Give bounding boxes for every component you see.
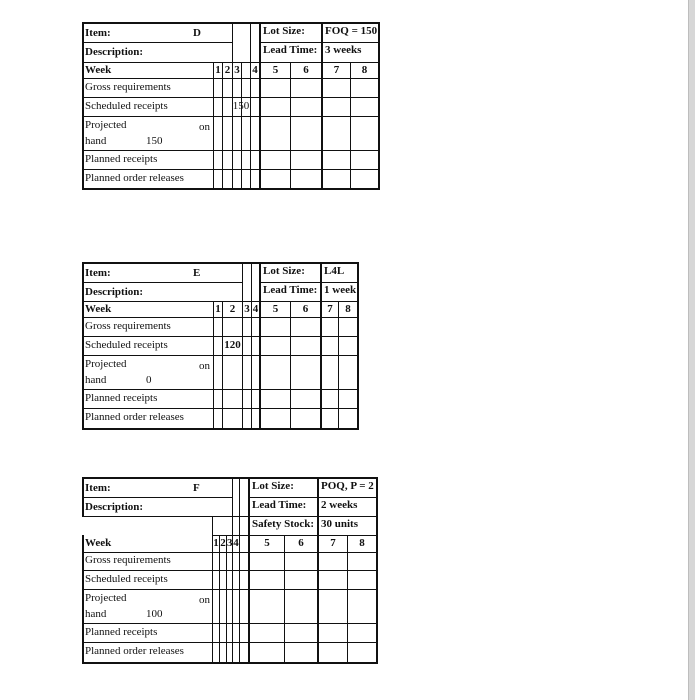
row-label-on: on [199, 360, 210, 372]
grid-line [249, 497, 378, 498]
page-edge [689, 0, 695, 700]
week-number: 4 [252, 64, 258, 76]
week-number: 5 [264, 537, 270, 549]
row-label-on: on [199, 594, 210, 606]
grid-line [82, 262, 84, 430]
grid-line [82, 408, 359, 409]
grid-line [82, 188, 380, 190]
on-hand-value: 150 [146, 135, 163, 147]
week-number: 1 [215, 64, 221, 76]
grid-line [82, 623, 378, 624]
row-label-gross-requirements: Gross requirements [85, 320, 171, 332]
item-label: Item: [85, 482, 111, 494]
grid-line [378, 22, 380, 190]
lot-size-value: FOQ = 150 [325, 25, 378, 37]
row-label-scheduled-receipts: Scheduled receipts [85, 100, 168, 112]
week-number: 1 [213, 537, 219, 549]
grid-line [82, 62, 380, 63]
week-label: Week [85, 64, 112, 76]
grid-line [219, 535, 220, 664]
lot-size-label: Lot Size: [263, 25, 305, 37]
grid-line [82, 169, 380, 170]
grid-line [259, 22, 261, 190]
week-number: 1 [215, 303, 221, 315]
scheduled-receipt-value: 150 [232, 100, 250, 112]
row-label-projected: Projected [85, 592, 127, 604]
row-label-gross-requirements: Gross requirements [85, 554, 171, 566]
on-hand-value: 100 [146, 608, 163, 620]
grid-line [82, 42, 233, 43]
description-label: Description: [85, 501, 144, 513]
lead-time-label: Lead Time: [263, 284, 318, 296]
row-label-projected: Projected [85, 358, 127, 370]
week-number: 4 [233, 537, 239, 549]
grid-line [82, 355, 359, 356]
grid-line [82, 552, 378, 553]
grid-line [357, 262, 359, 430]
grid-line [82, 78, 380, 79]
grid-line [376, 477, 378, 664]
week-number: 3 [227, 537, 233, 549]
safety-stock-label: Safety Stock: [252, 518, 315, 530]
grid-line [82, 317, 359, 318]
grid-line [213, 62, 214, 190]
week-number: 2 [229, 303, 236, 315]
week-number: 6 [303, 64, 309, 76]
grid-line [347, 535, 348, 664]
week-number: 3 [234, 64, 240, 76]
grid-line [82, 150, 380, 151]
week-number: 4 [252, 303, 259, 315]
grid-line [260, 282, 359, 283]
row-label-on: on [199, 121, 210, 133]
item-label: Item: [85, 267, 111, 279]
grid-line [259, 262, 261, 430]
grid-line [290, 62, 291, 190]
description-label: Description: [85, 46, 144, 58]
week-number: 8 [361, 64, 368, 76]
grid-line [82, 22, 84, 190]
lot-size-label: Lot Size: [263, 265, 305, 277]
week-number: 5 [272, 64, 279, 76]
week-number: 8 [359, 537, 365, 549]
grid-line [82, 570, 378, 571]
lead-time-label: Lead Time: [263, 44, 318, 56]
grid-line [82, 22, 380, 24]
grid-line [320, 262, 322, 430]
week-number: 2 [220, 537, 226, 549]
row-label-hand: hand [85, 608, 107, 620]
grid-line [317, 477, 319, 664]
grid-line [82, 516, 378, 517]
grid-line [242, 262, 243, 430]
item-label: Item: [85, 27, 111, 39]
week-number: 7 [333, 64, 340, 76]
grid-line [82, 336, 359, 337]
description-label: Description: [85, 286, 144, 298]
grid-line [82, 428, 359, 430]
grid-line [321, 22, 323, 190]
lead-time-value: 2 weeks [321, 499, 358, 511]
grid-line [82, 262, 359, 264]
week-label: Week [85, 303, 112, 315]
grid-line [290, 301, 291, 430]
grid-line [232, 477, 233, 664]
grid-line [260, 42, 380, 43]
lot-size-label: Lot Size: [252, 480, 294, 492]
lead-time-value: 1 week [324, 284, 357, 296]
lot-size-value: L4L [324, 265, 345, 277]
lead-time-label: Lead Time: [252, 499, 307, 511]
row-label-planned-receipts: Planned receipts [85, 392, 158, 404]
grid-line [250, 22, 251, 190]
lot-size-value: POQ, P = 2 [321, 480, 374, 492]
item-value: F [193, 482, 200, 494]
week-number: 2 [224, 64, 231, 76]
row-label-planned-order-releases: Planned order releases [85, 645, 184, 657]
grid-line [284, 535, 285, 664]
row-label-planned-receipts: Planned receipts [85, 153, 158, 165]
grid-line [82, 497, 233, 498]
week-number: 6 [302, 303, 309, 315]
on-hand-value: 0 [146, 374, 152, 386]
week-number: 7 [327, 303, 333, 315]
scheduled-receipt-value: 120 [224, 339, 241, 351]
grid-line [82, 642, 378, 643]
grid-line [222, 301, 223, 430]
row-label-planned-order-releases: Planned order releases [85, 172, 184, 184]
grid-line [338, 301, 339, 430]
row-label-scheduled-receipts: Scheduled receipts [85, 339, 168, 351]
mrp-table-item-f [82, 477, 378, 664]
grid-line [82, 477, 84, 516]
grid-line [350, 62, 351, 190]
grid-line [82, 535, 84, 664]
safety-stock-value: 30 units [321, 518, 358, 530]
week-number: 3 [244, 303, 250, 315]
row-label-scheduled-receipts: Scheduled receipts [85, 573, 168, 585]
grid-line [213, 301, 214, 430]
row-label-gross-requirements: Gross requirements [85, 81, 171, 93]
grid-line [82, 282, 243, 283]
row-label-hand: hand [85, 374, 107, 386]
week-number: 7 [330, 537, 336, 549]
grid-line [212, 535, 378, 536]
week-number: 6 [298, 537, 304, 549]
grid-line [82, 662, 378, 664]
grid-line [251, 262, 252, 430]
grid-line [226, 535, 227, 664]
grid-line [248, 477, 250, 664]
item-value: D [193, 27, 201, 39]
row-label-planned-receipts: Planned receipts [85, 626, 158, 638]
grid-line [82, 301, 359, 302]
grid-line [82, 589, 378, 590]
row-label-projected: Projected [85, 119, 127, 131]
row-label-hand: hand [85, 135, 107, 147]
grid-line [82, 97, 380, 98]
grid-line [82, 389, 359, 390]
item-value: E [193, 267, 201, 279]
mrp-table-item-d [82, 22, 380, 190]
lead-time-value: 3 weeks [325, 44, 362, 56]
grid-line [241, 62, 242, 190]
grid-line [239, 477, 240, 664]
grid-line [82, 477, 378, 479]
mrp-table-item-e [82, 262, 359, 430]
grid-line [82, 116, 380, 117]
week-number: 5 [272, 303, 279, 315]
row-label-planned-order-releases: Planned order releases [85, 411, 184, 423]
grid-line [222, 62, 223, 190]
week-number: 8 [345, 303, 351, 315]
week-label: Week [85, 537, 112, 549]
